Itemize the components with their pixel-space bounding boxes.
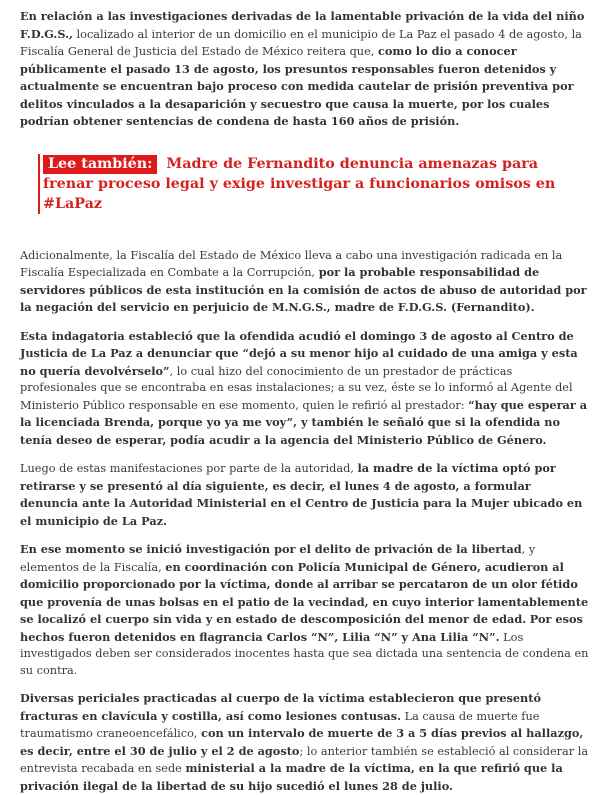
paragraph-bold-text: Esta indagatoria estableció que la ofendida acudió el domingo 3 de agosto al Centro de Justicia de La Paz a denunciar que “dejó a su menor hijo al cuidado de una amiga y esta no quería devolvérselo” [20,329,578,378]
read-also-box [38,154,592,214]
article-paragraphs [20,248,592,795]
paragraph-bold-text: Diversas periciales practicadas al cuerpo de la víctima establecieron que presentó fracturas en clavícula y costilla, así como lesiones contusas. [20,691,541,723]
article-intro [20,8,592,131]
paragraph-text: La causa de muerte fue traumatismo craneoencefálico, [20,710,539,741]
paragraph-bold-text: ministerial a la madre de la víctima, en la que refirió que la privación ilegal de la libertad de su hijo sucedió el lunes 28 de julio. [20,761,563,793]
read-also-tag: Lee también: [43,155,157,174]
paragraph-bold-text: “hay que esperar a la licenciada Brenda, porque yo ya me voy”, y también le señaló que si la ofendida no tenía deseo de esperar, podía acudir a la agencia del Ministerio Público de Género. [20,398,587,447]
paragraph-text: Luego de estas manifestaciones por parte de la autoridad, [20,462,358,475]
paragraph-text: Los investigados deben ser considerados inocentes hasta que sea dictada una sentencia de condena en su contra. [20,631,588,677]
article-paragraph [20,248,592,317]
paragraph-bold-text: la madre de la víctima optó por retirarse y se presentó al día siguiente, es decir, el lunes 4 de agosto, a formular denuncia ante la Autoridad Ministerial en el Centro de Justicia para la Mujer ubicado en el municipio de La Paz. [20,461,582,528]
article-paragraph [20,690,592,795]
article-paragraph [20,328,592,450]
article-paragraph [20,460,592,530]
paragraph-text: ; lo anterior también se estableció al considerar la entrevista recabada en sede [20,745,588,776]
paragraph-bold-text: por la probable responsabilidad de servidores públicos de esta institución en la comisión de actos de abuso de autoridad por la negación del servicio en perjuicio de M.N.G.S., madre de F.D.G.S. (Fernandito). [20,265,587,314]
paragraph-bold-text: En ese momento se inició investigación por el delito de privación de la libertad [20,542,522,556]
paragraph-bold-text: en coordinación con Policía Municipal de Género, acudieron al domicilio proporcionado por la víctima, donde al arribar se percataron de un olor fétido que provenía de unas bolsas en el patio de la vecindad, en cuyo interior lamentablemente se localizó el cuerpo sin vida y en estado de descomposición del menor de edad. [20,560,588,627]
article-paragraph [20,541,592,679]
paragraph-bold-text: Por esos hechos fueron detenidos en flagrancia Carlos “N”, Lilia “N” y Ana Lilia “N”. [20,612,583,644]
paragraph-text: Adicionalmente, la Fiscalía del Estado de México lleva a cabo una investigación radicada en la Fiscalía Especializada en Combate a la Corrupción, [20,249,562,280]
paragraph-text: , lo cual hizo del conocimiento de un prestador de prácticas profesionales que se encontraba en esas instalaciones; a su vez, éste se lo informó al Agente del Ministerio Público responsable en ese momento, quien le refirió al prestador: [20,365,573,412]
related-article-link[interactable]: Madre de Fernandito denuncia amenazas para frenar proceso legal y exige investigar a funcionarios omisos en #LaPaz [43,156,555,212]
paragraph-bold-text: con un intervalo de muerte de 3 a 5 días previos al hallazgo, es decir, entre el 30 de julio y el 2 de agosto [20,726,583,758]
article-paragraph [20,8,592,131]
paragraph-bold-text: En relación a las investigaciones derivadas de la lamentable privación de la vida del niño F.D.G.S., [20,9,584,41]
paragraph-text: localizado al interior de un domicilio en el municipio de La Paz el pasado 4 de agosto, la Fiscalía General de Justicia del Estado de México reitera que, [20,28,582,59]
paragraph-bold-text: como lo dio a conocer públicamente el pasado 13 de agosto, los presuntos responsables fueron detenidos y actualmente se encuentran bajo proceso con medida cautelar de prisión preventiva por delitos vinculados a la desaparición y secuestro que causa la muerte, por los cuales podrían obtener sentencias de condena de hasta 160 años de prisión. [20,44,574,128]
paragraph-text: , y elementos de la Fiscalía, [20,543,535,574]
